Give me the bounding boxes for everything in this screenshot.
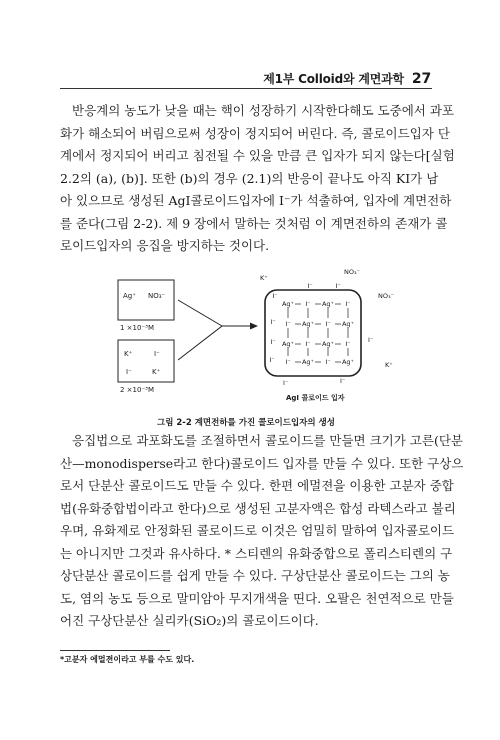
lattice-ag-ion: Ag⁺ [281, 340, 295, 348]
box2-ion-k2: K⁺ [152, 368, 161, 376]
box1-ion-no3: NO₃⁻ [148, 292, 166, 300]
paragraph-line: 반응계의 농도가 낮을 때는 핵이 성장하기 시작한다해도 도중에서 과포 [72, 103, 454, 118]
outside-i-ion-bottom-right: I⁻ [340, 377, 346, 385]
outside-k-ion: K⁺ [260, 274, 268, 282]
lattice-ag-ion: Ag⁺ [281, 300, 295, 308]
lattice-i-ion: I⁻ [305, 300, 311, 308]
outside-i-ion-right: I⁻ [368, 336, 374, 344]
outside-no3-ion-right: NO₃⁻ [378, 292, 395, 300]
box2-ion-k: K⁺ [124, 350, 133, 358]
paragraph-line: 계에서 정지되어 버리고 침전될 수 있을 만큼 큰 입자가 되지 않는다[실험 [60, 148, 455, 163]
box1-ion-ag: Ag⁺ [123, 292, 136, 300]
paragraph-line: 아 있으므로 생성된 AgI콜로이드입자에 I⁻가 석출하여, 입자에 계면전하 [60, 193, 452, 208]
lattice-i-ion: I⁻ [325, 358, 331, 366]
paragraph-1 [60, 100, 455, 258]
paragraph-line: 도, 염의 농도 등으로 말미암아 무지개색을 띤다. 오팔은 천연적으로 만들 [60, 590, 454, 606]
paragraph-line: 응집법으로 과포화도를 조절하면서 콜로이드를 만들면 크기가 고른(단분 [72, 433, 463, 448]
lattice-i-ion: I⁻ [345, 340, 351, 348]
paragraph-line: 어진 구상단분산 실리카(SiO₂)의 콜로이드이다. [60, 613, 319, 628]
surface-i-ion: I⁻ [270, 338, 276, 346]
agno3-solution-box [118, 280, 174, 320]
page-number: 27 [411, 71, 431, 87]
paragraph-line: 로이드입자의 응집을 방지하는 것이다. [60, 238, 270, 253]
footnote: *고분자 에멀젼이라고 부를 수도 있다. [60, 655, 195, 664]
lattice-ag-ion: Ag⁺ [301, 358, 315, 366]
figure-2-2 [110, 268, 410, 408]
lattice-ag-ion: Ag⁺ [321, 340, 335, 348]
lattice-ag-ion: Ag⁺ [321, 300, 335, 308]
lattice-ag-ion: Ag⁺ [341, 320, 355, 328]
paragraph-line: 로서 단분산 콜로이드도 만들 수 있다. 한편 에멀젼을 이용한 고분자 중합 [60, 478, 454, 493]
header-rule [60, 88, 432, 89]
surface-i-ion: I⁻ [270, 318, 276, 326]
lattice-i-ion: I⁻ [285, 320, 291, 328]
surface-i-ion: I⁻ [307, 282, 313, 290]
paragraph-line: 법(유화중합법이라고 한다)으로 생성된 고분자액은 합성 라텍스라고 불리 [60, 500, 456, 516]
box1-concentration: 1 ×10⁻³M [120, 324, 154, 332]
lattice-i-ion: I⁻ [285, 358, 291, 366]
paragraph-line: 를 준다(그림 2-2). 제 9 장에서 말하는 것처럼 이 계면전하의 존재가 콜 [60, 215, 448, 231]
paragraph-line: 상단분산 콜로이드를 쉽게 만들 수 있다. 구상단분산 콜로이드는 그의 농 [60, 568, 450, 583]
outside-i-ion-bottom-left: I⁻ [283, 379, 289, 387]
lattice-i-ion: I⁻ [325, 320, 331, 328]
outside-no3-ion-top: NO₃⁻ [344, 268, 361, 276]
running-header [263, 70, 431, 87]
paragraph-line: 우며, 유화제로 안정화된 콜로이드로 이것은 엄밀히 말하여 입자콜로이드 [60, 523, 455, 538]
paragraph-line: 산—monodisperse라고 한다)콜로이드 입자를 만들 수 있다. 또한 구상으 [60, 455, 464, 471]
paragraph-line: 2.2의 (a), (b)]. 또한 (b)의 경우 (2.1)의 반응이 끝나도 아직 KI가 남 [60, 170, 439, 186]
figure-caption: 그림 2-2 계면전하를 가진 콜로이드입자의 생성 [157, 418, 335, 428]
agi-lattice [269, 282, 354, 366]
outside-k-ion-right: K⁺ [385, 361, 393, 369]
agi-colloid-diagram [110, 268, 410, 408]
lattice-ag-ion: Ag⁺ [301, 320, 315, 328]
paragraph-line: 화가 해소되어 버림으로써 성장이 정지되어 버린다. 즉, 콜로이드입자 단 [60, 125, 450, 141]
paragraph-line: 는 아니지만 그것과 유사하다. * 스티렌의 유화중합으로 폴리스티렌의 구 [60, 545, 453, 561]
lattice-i-ion: I⁻ [345, 300, 351, 308]
particle-label: AgI 콜로이드 입자 [286, 394, 345, 402]
box2-concentration: 2 ×10⁻³M [120, 386, 154, 394]
mixing-lines [178, 300, 222, 360]
footnote-rule [60, 650, 170, 651]
lattice-ag-ion: Ag⁺ [341, 358, 355, 366]
reaction-arrowhead [250, 323, 258, 330]
box2-ion-i: I⁻ [154, 350, 160, 358]
header-title: 제1부 Colloid와 계면과학 [263, 72, 404, 86]
surface-i-ion: I⁻ [272, 292, 278, 300]
surface-i-ion: I⁻ [269, 356, 275, 364]
box2-ion-i2: I⁻ [126, 368, 132, 376]
lattice-i-ion: I⁻ [305, 340, 311, 348]
surface-i-ion: I⁻ [335, 282, 341, 290]
paragraph-2 [60, 430, 464, 633]
